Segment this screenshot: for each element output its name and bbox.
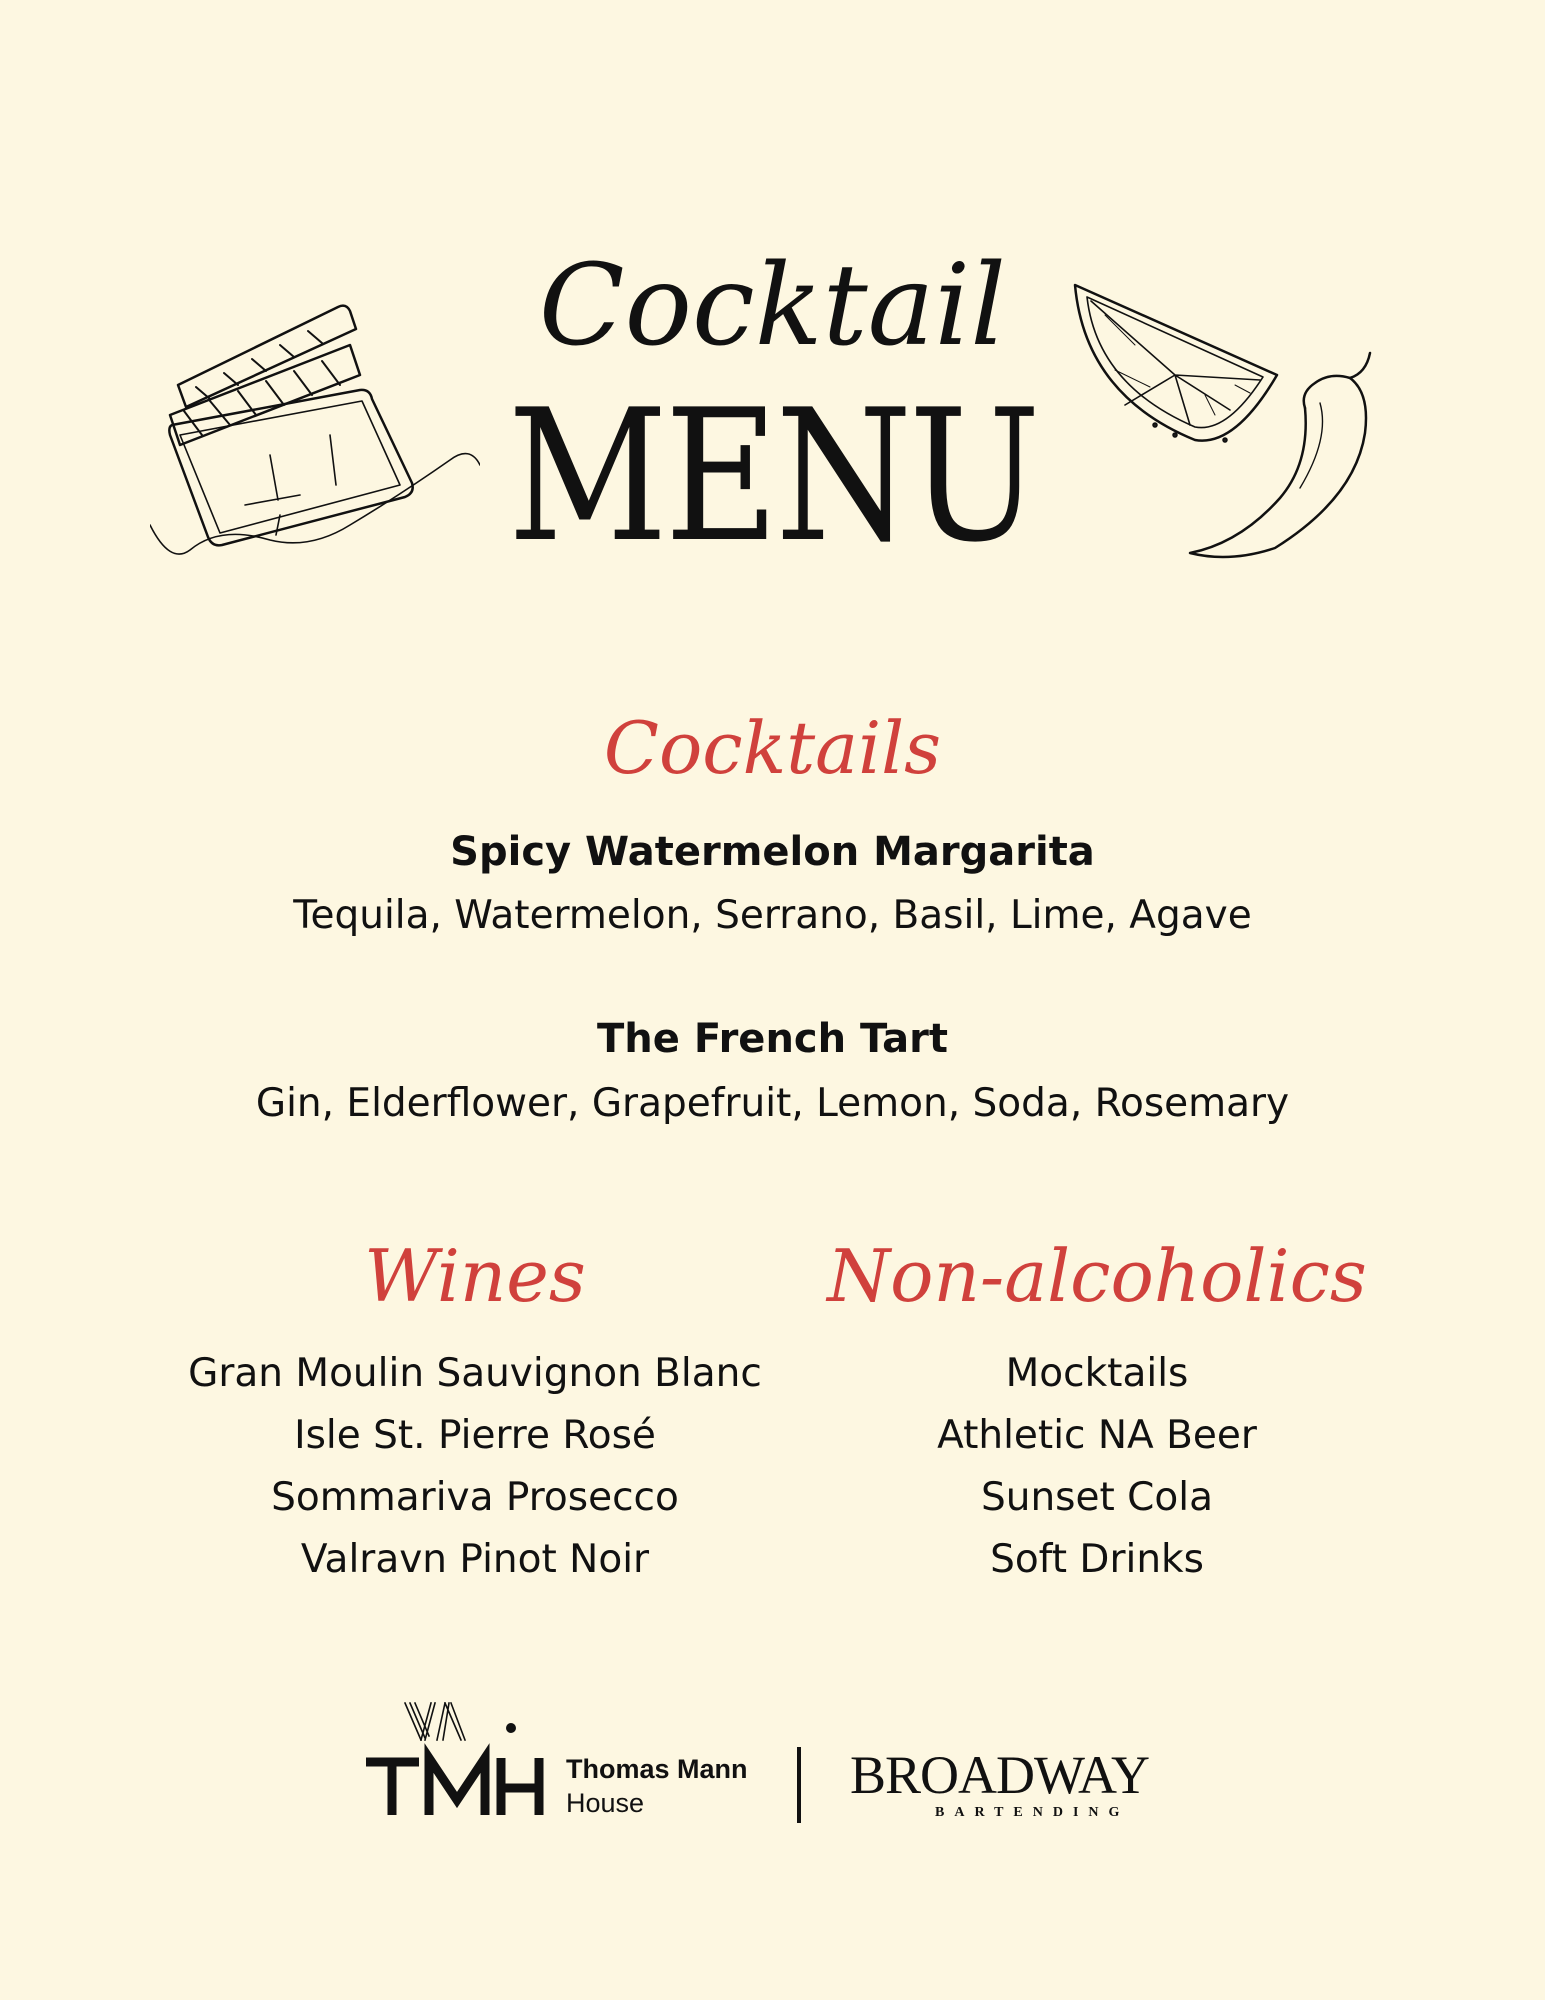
broadway-logo-subtitle: BARTENDING [935, 1805, 1130, 1820]
menu-title-main: MENU [507, 370, 1038, 582]
wines-heading: Wines [364, 1234, 586, 1318]
non-alcoholic-item: Soft Drinks [990, 1537, 1204, 1582]
non-alcoholic-item: Sunset Cola [980, 1475, 1214, 1520]
drink-name: The French Tart [597, 1016, 948, 1062]
cocktails-heading: Cocktails [603, 706, 942, 790]
wine-list [145, 1343, 805, 1591]
non-alcoholic-item: Athletic NA Beer [937, 1413, 1257, 1458]
drink-ingredients: Gin, Elderflower, Grapefruit, Lemon, Soda, Rosemary [255, 1081, 1290, 1126]
non-alcoholic-item: Mocktails [1005, 1351, 1189, 1396]
wine-item: Isle St. Pierre Rosé [294, 1413, 656, 1458]
wine-item: Sommariva Prosecco [271, 1475, 679, 1520]
wine-item: Valravn Pinot Noir [300, 1537, 650, 1582]
wine-item: Gran Moulin Sauvignon Blanc [188, 1351, 762, 1396]
drink-name: Spicy Watermelon Margarita [450, 829, 1095, 875]
drink-ingredients: Tequila, Watermelon, Serrano, Basil, Lime, Agave [293, 893, 1252, 938]
non-alcoholics-heading: Non-alcoholics [827, 1234, 1367, 1318]
broadway-logo-name: BROADWAY [850, 1745, 1150, 1805]
non-alcoholics-list [797, 1343, 1397, 1591]
logo-divider [797, 1747, 801, 1823]
tmh-subtitle: House [566, 1788, 645, 1818]
menu-title-script: Cocktail [538, 241, 1007, 371]
tmh-name: Thomas Mann [566, 1754, 748, 1784]
